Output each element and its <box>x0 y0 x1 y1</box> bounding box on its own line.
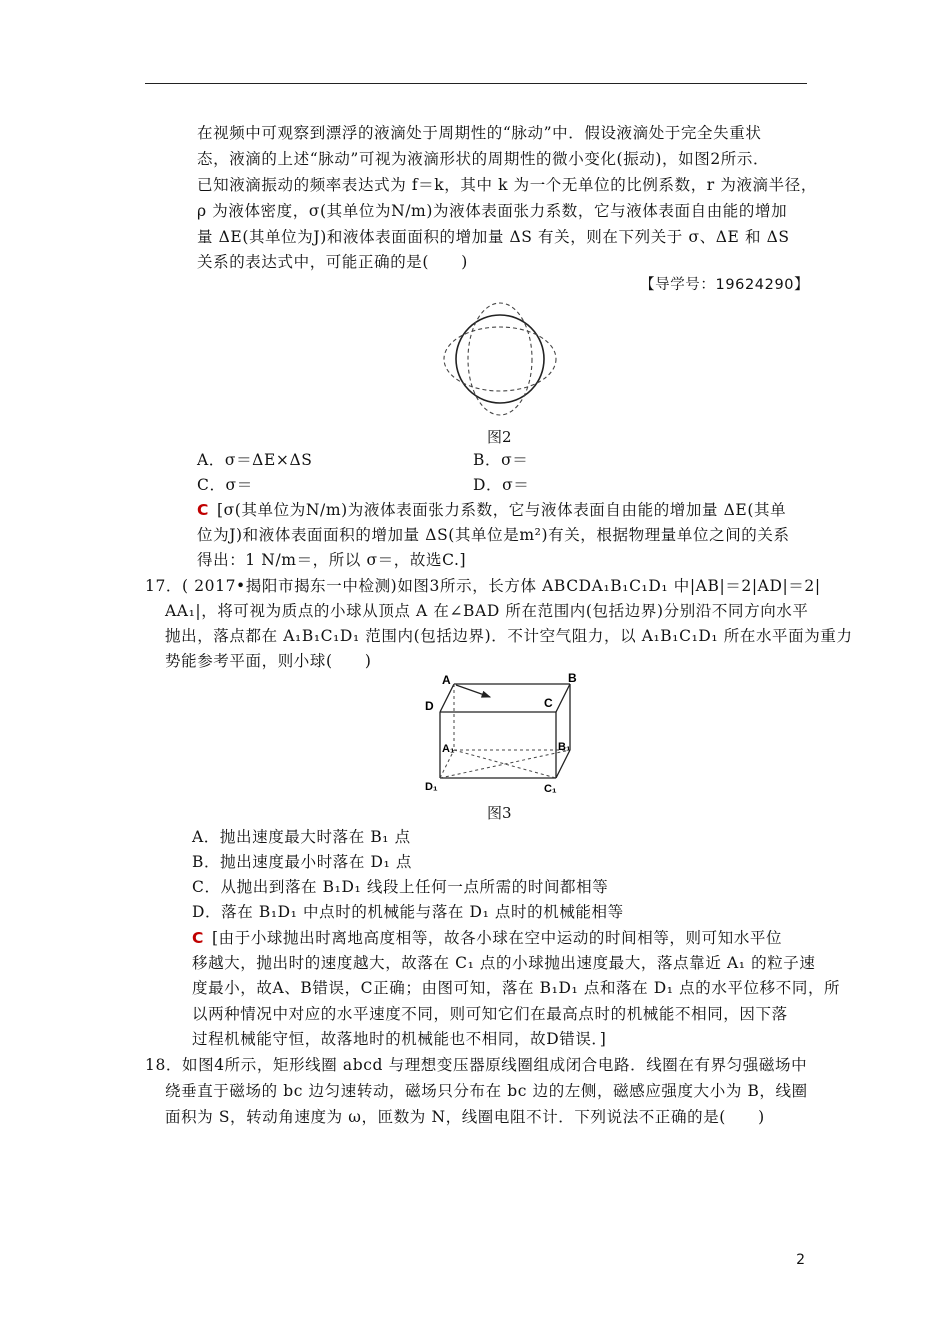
q18-line-2: 绕垂直于磁场的 bc 边匀速转动，磁场只分布在 bc 边的左侧，磁感应强度大小为 B，线圈 <box>165 1082 808 1100</box>
q16-answer-line-1 <box>197 500 786 520</box>
q17-line-4: 势能参考平面，则小球( ) <box>165 652 372 670</box>
q17-line-3: 抛出，落点都在 A₁B₁C₁D₁ 范围内(包括边界)．不计空气阻力，以 A₁B₁C₁D₁ 所在水平面为重力 <box>165 627 853 645</box>
q17-answer-text-1: [由于小球抛出时离地高度相等，故各小球在空中运动的时间相等，则可知水平位 <box>211 929 783 947</box>
q16-line-5: 量 ΔE(其单位为J)和液体表面面积的增加量 ΔS 有关，则在下列关于 σ、ΔE 和 ΔS <box>197 228 790 246</box>
q16-answer-line-2: 位为J)和液体表面面积的增加量 ΔS(其单位是m²)有关，根据物理量单位之间的关系 <box>197 526 790 544</box>
label-c1: C₁ <box>544 783 557 795</box>
q16-line-2: 态，液滴的上述“脉动”可视为液滴形状的周期性的微小变化(振动)，如图2所示． <box>197 150 770 168</box>
label-a1: A₁ <box>442 743 455 755</box>
q16-answer-text-1: [σ(其单位为N/m)为液体表面张力系数，它与液体表面自由能的增加量 ΔE(其单 <box>216 501 787 519</box>
q17-line-1: 17．( 2017•揭阳市揭东一中检测)如图3所示，长方体 ABCDA₁B₁C₁D₁ 中|AB|＝2|AD|＝2| <box>145 577 821 595</box>
q17-answer-letter: C <box>192 929 204 947</box>
header-rule <box>145 83 807 84</box>
q16-option-c: C．σ＝ <box>197 476 253 494</box>
figure-2-droplet <box>438 300 562 418</box>
q17-line-2: AA₁|，将可视为质点的小球从顶点 A 在∠BAD 所在范围内(包括边界)分别沿不同方向水平 <box>165 602 809 620</box>
q16-option-d: D．σ＝ <box>473 476 530 494</box>
q16-option-b: B．σ＝ <box>473 451 529 469</box>
q16-line-1: 在视频中可观察到漂浮的液滴处于周期性的“脉动”中．假设液滴处于完全失重状 <box>197 124 762 142</box>
q17-answer-line-3: 度最小，故A、B错误，C正确；由图可知，落在 B₁D₁ 点和落在 D₁ 点的水平位移不同，所 <box>192 979 841 997</box>
label-c: C <box>544 696 553 710</box>
q17-answer-line-4: 以两种情况中对应的水平速度不同，则可知它们在最高点时的机械能不相同，因下落 <box>192 1005 788 1023</box>
q16-answer-line-3: 得出：1 N/m＝，所以 σ＝，故选C.] <box>197 551 467 569</box>
q17-answer-line-5: 过程机械能守恒，故落地时的机械能也不相同，故D错误．] <box>192 1030 607 1048</box>
q16-ref-number: 【导学号：19624290】 <box>640 277 810 293</box>
page-number: 2 <box>796 1252 805 1268</box>
q18-line-3: 面积为 S，转动角速度为 ω，匝数为 N，线圈电阻不计．下列说法不正确的是( ) <box>165 1108 765 1126</box>
q16-option-a: A．σ＝ΔE×ΔS <box>197 451 313 469</box>
label-b: B <box>568 672 577 685</box>
q16-line-3: 已知液滴振动的频率表达式为 f＝k，其中 k 为一个无单位的比例系数，r 为液滴半径， <box>197 176 817 194</box>
label-d1: D₁ <box>425 781 438 793</box>
figure-3-caption: 图3 <box>487 804 512 822</box>
q18-line-1: 18．如图4所示，矩形线圈 abcd 与理想变压器原线圈组成闭合电路．线圈在有界匀强磁场中 <box>145 1056 808 1074</box>
q17-answer-line-2: 移越大，抛出时的速度越大，故落在 C₁ 点的小球抛出速度最大，落点靠近 A₁ 的粒子速 <box>192 954 816 972</box>
label-d: D <box>425 699 434 713</box>
figure-2-caption: 图2 <box>487 428 512 446</box>
q16-answer-letter: C <box>197 501 209 519</box>
q17-option-b: B．抛出速度最小时落在 D₁ 点 <box>192 853 412 871</box>
q17-option-a: A．抛出速度最大时落在 B₁ 点 <box>192 828 411 846</box>
q17-option-d: D．落在 B₁D₁ 中点时的机械能与落在 D₁ 点时的机械能相等 <box>192 903 624 921</box>
figure-3-cuboid <box>420 672 590 798</box>
label-b1: B₁ <box>558 741 571 753</box>
q16-line-6: 关系的表达式中，可能正确的是( ) <box>197 253 468 271</box>
label-a: A <box>442 673 451 687</box>
q16-line-4: ρ 为液体密度，σ(其单位为N/m)为液体表面张力系数，它与液体表面自由能的增加 <box>197 202 788 220</box>
q17-option-c: C．从抛出到落在 B₁D₁ 线段上任何一点所需的时间都相等 <box>192 878 609 896</box>
q17-answer-line-1 <box>192 928 782 948</box>
